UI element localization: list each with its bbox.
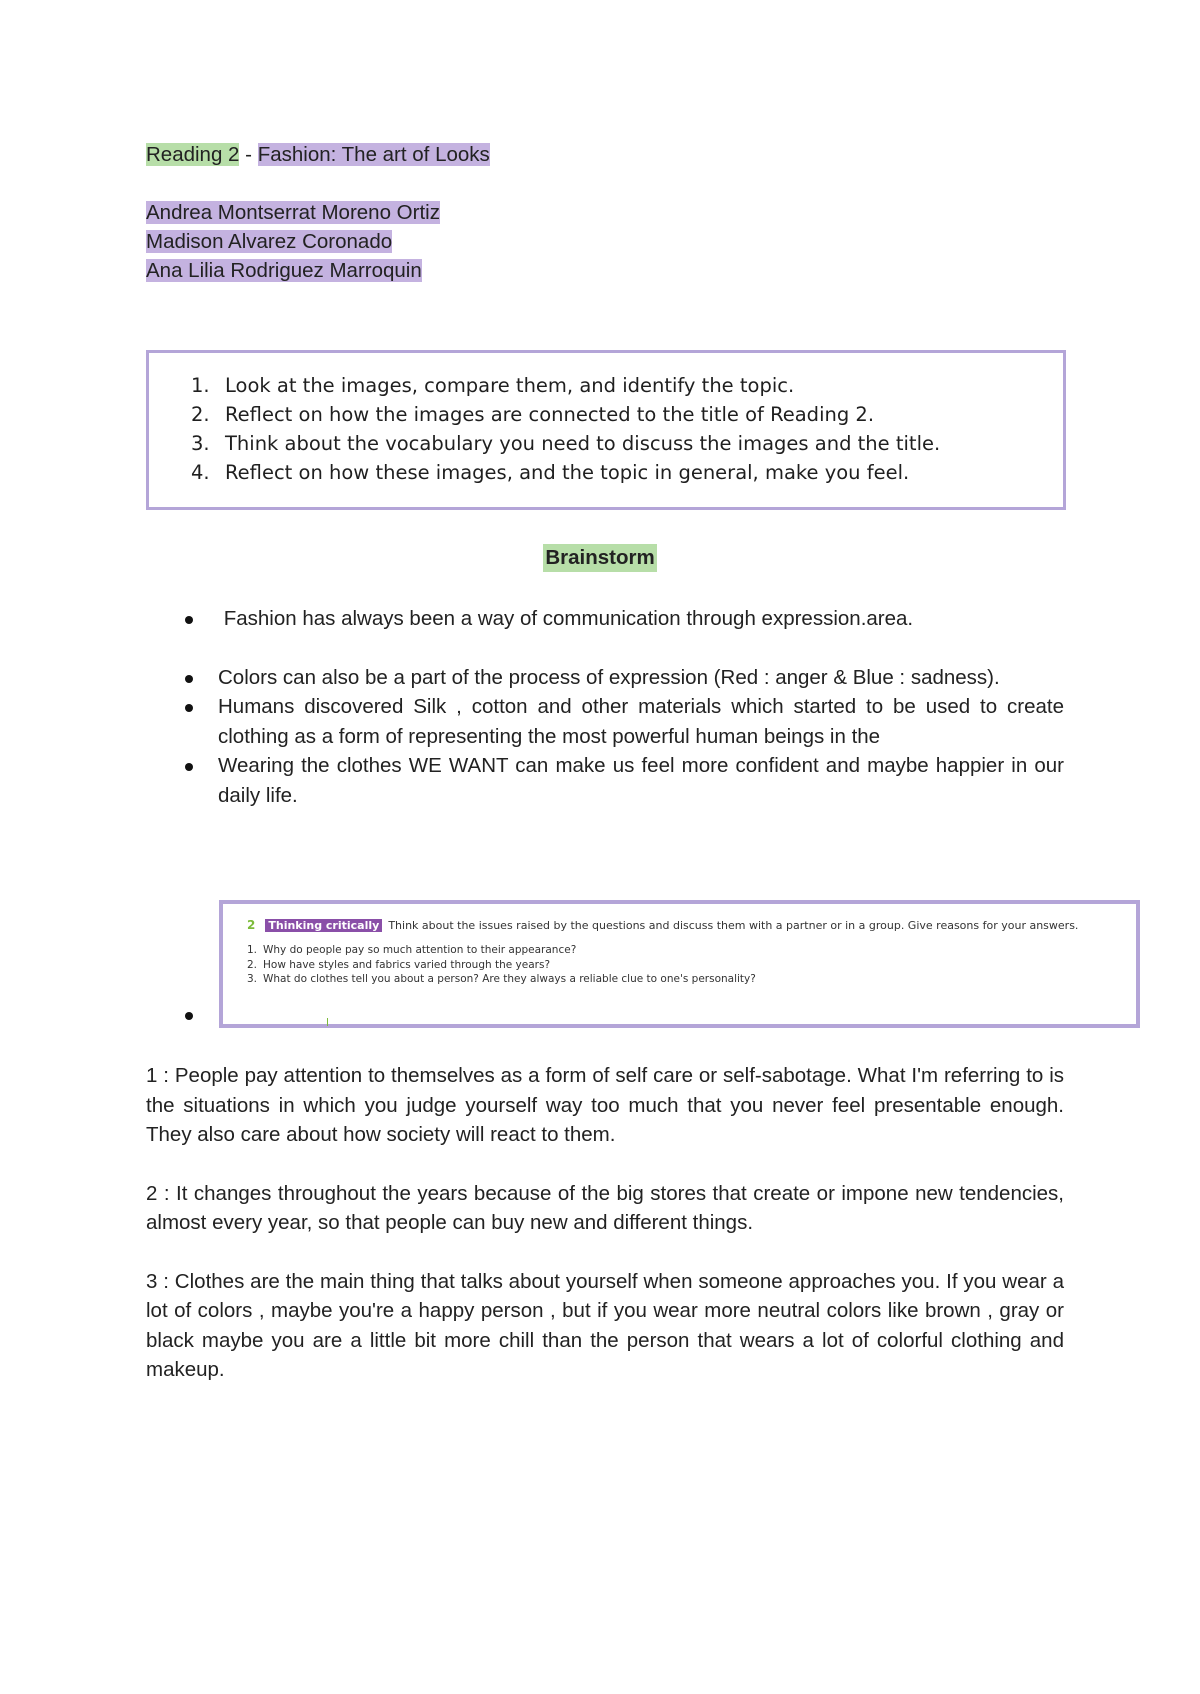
bullet-dot xyxy=(185,763,193,771)
instructions-list xyxy=(191,371,940,487)
instruction-item: 3. Think about the vocabulary you need to discuss the images and the title. xyxy=(191,432,941,455)
brainstorm-heading-row xyxy=(0,544,1200,572)
instruction-item: 1. Look at the images, compare them, and identify the topic. xyxy=(191,374,795,397)
brainstorm-list xyxy=(180,604,1064,810)
text-cursor-mark xyxy=(327,1018,328,1026)
exercise-tag: Thinking critically xyxy=(265,919,382,932)
list-item: Colors can also be a part of the process of expression (Red : anger & Blue : sadness). xyxy=(180,663,1064,693)
exercise-content xyxy=(247,918,1107,987)
list-item: Humans discovered Silk , cotton and other materials which started to be used to create clothing as a form of representing the most powerful human beings in the xyxy=(180,692,1064,751)
brainstorm-heading: Brainstorm xyxy=(543,544,656,572)
embedded-exercise-image xyxy=(219,900,1140,1028)
exercise-question: 3. What do clothes tell you about a person? Are they always a reliable clue to one's personality? xyxy=(247,973,756,985)
instruction-item: 2. Reflect on how the images are connected to the title of Reading 2. xyxy=(191,403,875,426)
exercise-instruction: 2 Thinking critically Think about the issues raised by the questions and discuss them with a partner or in a group. Give reasons for your answers. xyxy=(247,918,1079,932)
list-item: Wearing the clothes WE WANT can make us feel more confident and maybe happier in our daily life. xyxy=(180,751,1064,810)
answer-paragraph: 2 : It changes throughout the years because of the big stores that create or impone new tendencies, almost every year, so that people can buy new and different things. xyxy=(146,1181,1064,1234)
exercise-questions xyxy=(247,943,1107,987)
answer-paragraph: 3 : Clothes are the main thing that talks about yourself when someone approaches you. If you wear a lot of colors , maybe you're a happy person , but if you wear more neutral colors like brown , gray or black maybe you are a little bit more chill than the person that wears a lot of colorful clothing and makeup. xyxy=(146,1269,1064,1381)
instruction-item: 4. Reflect on how these images, and the topic in general, make you feel. xyxy=(191,461,910,484)
document-title xyxy=(146,140,1064,169)
bullet-dot xyxy=(185,616,193,624)
reading-label: Reading 2 xyxy=(146,143,240,166)
instructions-box xyxy=(146,350,1066,510)
reading-title: Fashion: The art of Looks xyxy=(257,143,490,166)
author-name: Madison Alvarez Coronado xyxy=(146,230,393,253)
header-block xyxy=(146,140,1064,285)
bullet-dot xyxy=(185,704,193,712)
exercise-question: 1. Why do people pay so much attention to their appearance? xyxy=(247,944,577,956)
author-name: Ana Lilia Rodriguez Marroquin xyxy=(146,259,422,282)
bullet-dot xyxy=(185,1012,193,1020)
author-name: Andrea Montserrat Moreno Ortiz xyxy=(146,201,440,224)
answers-section xyxy=(146,1061,1064,1414)
bullet-dot xyxy=(185,675,193,683)
exercise-question: 2. How have styles and fabrics varied through the years? xyxy=(247,958,551,971)
author-list xyxy=(146,198,1064,285)
title-separator: - xyxy=(239,143,258,166)
exercise-number: 2 xyxy=(247,918,256,932)
answer-paragraph: 1 : People pay attention to themselves as a form of self care or self-sabotage. What I'm referring to is the situations in which you judge yourself way too much that you never feel presentable enough. They also care about how society will react to them. xyxy=(146,1064,1064,1146)
list-item: Fashion has always been a way of communication through expression.area. xyxy=(180,604,1064,634)
